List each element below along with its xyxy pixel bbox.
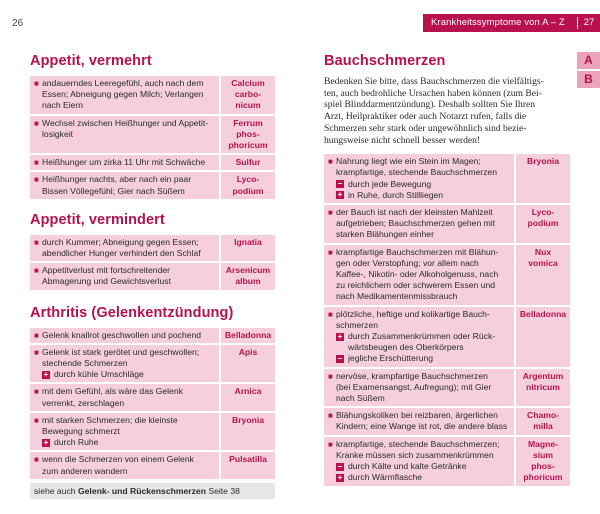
- intro-line: spiel Blinddarmentzündung). Deshalb sollten Sie Ihren: [324, 99, 536, 111]
- remedy-word: Arsenicum: [225, 265, 271, 276]
- remedy-word: Sulfur: [235, 157, 261, 168]
- remedy-word: Ferrum: [233, 117, 263, 128]
- symptom-line: [328, 450, 510, 461]
- remedy-word: carbo-: [234, 89, 262, 100]
- running-title: Krankheitssymptome von A – Z: [431, 17, 565, 28]
- remedy-word: vomica: [528, 257, 558, 268]
- see-also-link[interactable]: Gelenk- und Rückenschmerzen: [77, 485, 206, 496]
- remedy-row: [30, 413, 275, 451]
- symptom-text: Gelenk knallrot geschwollen und pochend: [42, 329, 202, 340]
- symptom-line: [34, 186, 215, 197]
- modality-line: [34, 437, 215, 448]
- remedy-word: Lyco-: [531, 207, 555, 218]
- symptom-line: [34, 466, 215, 477]
- symptom-line: [328, 421, 510, 432]
- remedy-row: [30, 345, 275, 383]
- symptom-text: Gelenk ist stark gerötet und geschwollen;: [42, 346, 200, 357]
- remedy-row: [30, 235, 275, 261]
- symptom-line: [34, 386, 215, 397]
- symptom-text: krampfartige Bauchschmerzen mit Blähun-: [336, 246, 499, 257]
- plus-box-icon: +: [337, 472, 343, 482]
- section-title: Appetit, vermehrt: [30, 53, 152, 69]
- symptom-line: [34, 129, 215, 140]
- square-bullet-icon: ■: [34, 330, 39, 340]
- symptom-line: [34, 358, 215, 369]
- symptom-line: [328, 320, 510, 331]
- symptom-description: [324, 307, 514, 367]
- symptom-line: [328, 393, 510, 404]
- symptom-line: [34, 248, 215, 259]
- remedy-name: [516, 245, 570, 305]
- symptom-text: losigkeit: [42, 128, 74, 139]
- square-bullet-icon: ■: [34, 158, 39, 168]
- symptom-text: andauerndes Leeregefühl, auch nach dem: [42, 78, 204, 88]
- symptom-text: nach Medikamentenmissbrauch: [336, 291, 458, 302]
- symptom-line: [328, 439, 510, 450]
- section-title: Arthritis (Gelenkentzündung): [30, 304, 234, 321]
- symptom-description: [324, 437, 514, 486]
- modality-text: in Ruhe, durch Stillliegen: [348, 189, 444, 200]
- symptom-text: mit dem Gefühl, als wäre das Gelenk: [42, 386, 183, 397]
- modality-text: wärtsbeugen des Oberkörpers: [348, 342, 464, 353]
- symptom-description: [30, 235, 219, 261]
- remedy-word: Nux: [534, 246, 552, 257]
- symptom-line: [328, 229, 510, 240]
- remedy-row: [30, 384, 275, 410]
- modality-line: [328, 472, 510, 483]
- modality-line: [328, 179, 510, 190]
- symptom-text: Kranke müssen sich zusammenkrümmen: [336, 449, 494, 460]
- square-bullet-icon: ■: [34, 455, 39, 465]
- remedy-row: [30, 328, 275, 343]
- remedy-name: [221, 413, 275, 451]
- symptom-text: Nahrung liegt wie ein Stein im Magen;: [336, 156, 481, 167]
- symptom-text: schmerzen: [336, 319, 379, 330]
- symptom-text: Heißhunger nachts, aber nach ein paar: [42, 174, 192, 185]
- square-bullet-icon: ■: [34, 347, 39, 357]
- left-page-number: 26: [12, 18, 24, 29]
- symptom-line: [328, 218, 510, 229]
- symptom-description: [30, 328, 219, 343]
- remedy-word: Belladonna: [224, 329, 272, 340]
- remedy-word: album: [235, 276, 261, 287]
- remedy-row: [324, 205, 570, 243]
- plus-box-icon: +: [43, 437, 49, 447]
- symptom-text: Kindern; eine Wange ist rot, die andere blass: [336, 421, 508, 432]
- symptom-text: mit starken Schmerzen; die kleinste: [42, 414, 178, 425]
- symptom-text: Appetitverlust mit fortschreitender: [42, 265, 171, 276]
- minus-box-icon: −: [337, 179, 343, 189]
- symptom-description: [30, 76, 219, 114]
- symptom-text: plötzliche, heftige und kolikartige Bauch-: [336, 308, 490, 319]
- see-also-prefix: siehe auch: [34, 485, 76, 496]
- square-bullet-icon: ■: [34, 415, 39, 425]
- square-bullet-icon: ■: [34, 266, 39, 276]
- intro-line: hungsweise nicht schnell besser werden!: [324, 134, 481, 146]
- section-title: Appetit, vermindert: [30, 211, 165, 228]
- plus-box-icon: +: [337, 331, 343, 341]
- remedy-word: milla: [533, 421, 553, 432]
- intro-paragraph: [324, 76, 570, 146]
- minus-box-icon: −: [337, 461, 343, 471]
- modality-line: [328, 342, 510, 353]
- remedy-word: Arnica: [234, 386, 262, 397]
- intro-line: Schmerzen sehr stark oder ungewöhnlich sind bezie-: [324, 122, 527, 134]
- symptom-text: wenn die Schmerzen von einem Gelenk: [42, 454, 194, 465]
- modality-line: [328, 353, 510, 364]
- remedy-name: [221, 155, 275, 170]
- remedy-word: nicum: [235, 100, 261, 111]
- remedy-word: sium: [532, 449, 554, 460]
- remedy-name: [516, 205, 570, 243]
- modality-text: durch Wärmflasche: [348, 472, 423, 483]
- symptom-text: gen oder Verstopfung; vor allem nach: [336, 257, 479, 268]
- symptom-line: [34, 118, 215, 129]
- modality-text: durch Ruhe: [54, 437, 99, 448]
- symptom-line: [328, 309, 510, 320]
- remedy-row: [30, 263, 275, 289]
- symptom-description: [324, 245, 514, 305]
- symptom-text: Kaffee-, Nikotin- oder Alkoholgenuss, nach: [336, 269, 499, 280]
- modality-line: [328, 190, 510, 201]
- symptom-description: [30, 263, 219, 289]
- symptom-text: nach Eiern: [42, 100, 84, 111]
- modality-line: [34, 369, 215, 380]
- square-bullet-icon: ■: [34, 237, 39, 247]
- modality-line: [328, 461, 510, 472]
- remedy-word: Belladonna: [519, 308, 567, 319]
- remedy-row: [30, 76, 275, 114]
- symptom-description: [30, 172, 219, 198]
- intro-line: ten, auch bedrohliche Ursachen haben können (zum Bei-: [324, 87, 542, 99]
- remedy-word: phoricum: [228, 140, 268, 151]
- symptom-line: [328, 247, 510, 258]
- intro-line: Bedenken Sie bitte, dass Bauchschmerzen die vielfältigs-: [324, 76, 544, 87]
- square-bullet-icon: ■: [328, 247, 333, 257]
- remedy-name: [516, 154, 570, 203]
- remedy-word: Pulsatilla: [229, 454, 267, 465]
- remedy-row: [324, 307, 570, 367]
- remedy-name: [221, 76, 275, 114]
- remedy-word: podium: [527, 218, 559, 229]
- symptom-text: Abmagerung und Gewichtsverlust: [42, 276, 171, 287]
- symptom-line: [34, 157, 215, 168]
- modality-text: durch kühle Umschläge: [54, 369, 144, 380]
- remedy-name: [516, 408, 570, 434]
- symptom-line: [328, 291, 510, 302]
- plus-box-icon: +: [337, 190, 343, 200]
- remedy-name: [221, 328, 275, 343]
- remedy-row: [30, 116, 275, 154]
- remedy-name: [221, 116, 275, 154]
- symptom-line: [34, 426, 215, 437]
- square-bullet-icon: ■: [34, 118, 39, 128]
- symptom-description: [324, 154, 514, 203]
- remedy-row: [30, 155, 275, 170]
- remedy-word: Calcium: [231, 78, 265, 88]
- modality-text: durch Zusammenkrümmen oder Rück-: [348, 331, 496, 342]
- remedy-word: Argentum: [522, 370, 564, 381]
- square-bullet-icon: ■: [328, 309, 333, 319]
- symptom-description: [30, 345, 219, 383]
- remedy-word: Ignatia: [234, 236, 262, 247]
- modality-text: durch jede Bewegung: [348, 178, 432, 189]
- remedy-name: [516, 307, 570, 367]
- index-tab-b[interactable]: B: [577, 71, 600, 88]
- index-tab-a[interactable]: A: [577, 52, 600, 69]
- remedy-row: [324, 154, 570, 203]
- symptom-description: [30, 384, 219, 410]
- symptom-line: [328, 371, 510, 382]
- remedy-name: [221, 452, 275, 478]
- left-column: [30, 52, 275, 499]
- symptom-line: [328, 280, 510, 291]
- right-page-number: 27: [583, 17, 595, 28]
- remedy-name: [221, 384, 275, 410]
- section-title: Bauchschmerzen: [324, 53, 446, 69]
- remedy-word: Bryonia: [527, 156, 559, 167]
- symptom-text: zu reichlichem oder schwerem Essen und: [336, 280, 496, 291]
- symptom-text: Bewegung schmerzt: [42, 426, 120, 437]
- symptom-text: nach Süßem: [336, 393, 385, 404]
- symptom-text: starken Blähungen einher: [336, 229, 434, 240]
- symptom-text: krampfartige, stechende Bauchschmerzen: [336, 167, 497, 178]
- symptom-description: [30, 116, 219, 154]
- symptom-text: Bissen Völlegefühl; Gier nach Süßem: [42, 185, 185, 196]
- symptom-line: [34, 398, 215, 409]
- symptom-line: [34, 78, 215, 89]
- square-bullet-icon: ■: [328, 157, 333, 167]
- remedy-word: Bryonia: [232, 414, 264, 425]
- symptom-line: [328, 207, 510, 218]
- symptom-text: nervöse, krampfartige Bauchschmerzen: [336, 370, 488, 381]
- symptom-line: [328, 167, 510, 178]
- remedy-name: [516, 369, 570, 407]
- symptom-line: [34, 276, 215, 287]
- remedy-word: Apis: [238, 346, 258, 357]
- symptom-description: [324, 369, 514, 407]
- symptom-line: [34, 89, 215, 100]
- remedy-row: [324, 408, 570, 434]
- symptom-text: abendlicher Hunger verhindert den Schlaf: [42, 248, 201, 259]
- symptom-line: [328, 410, 510, 421]
- symptom-line: [34, 174, 215, 185]
- symptom-text: Heißhunger um zirka 11 Uhr mit Schwäche: [42, 157, 206, 168]
- remedy-row: [30, 452, 275, 478]
- symptom-text: Wechsel zwischen Heißhunger und Appetit-: [42, 117, 209, 128]
- symptom-text: zum anderen wandern: [42, 465, 128, 476]
- symptom-line: [34, 237, 215, 248]
- modality-text: jegliche Erschütterung: [348, 353, 434, 364]
- remedy-row: [30, 172, 275, 198]
- remedy-word: phos-: [236, 128, 260, 139]
- remedy-word: Chamo-: [527, 410, 559, 421]
- remedy-row: [324, 245, 570, 305]
- symptom-text: Essen; Abneigung gegen Milch; Verlangen: [42, 89, 204, 100]
- remedy-word: Magne-: [527, 438, 559, 449]
- remedy-word: podium: [232, 185, 264, 196]
- see-also-note: [30, 483, 275, 499]
- symptom-text: krampfartige, stechende Bauchschmerzen;: [336, 438, 500, 449]
- symptom-line: [34, 454, 215, 465]
- modality-text: durch Kälte und kalte Getränke: [348, 461, 467, 472]
- square-bullet-icon: ■: [34, 79, 39, 88]
- symptom-description: [324, 205, 514, 243]
- symptom-description: [30, 452, 219, 478]
- remedy-word: nitricum: [526, 381, 560, 392]
- symptom-text: stechende Schmerzen: [42, 358, 128, 369]
- symptom-text: aufgetrieben; Bauchschmerzen gehen mit: [336, 218, 496, 229]
- symptom-line: [34, 100, 215, 111]
- remedy-name: [221, 235, 275, 261]
- square-bullet-icon: ■: [328, 411, 333, 421]
- intro-line: Arzt, Heilpraktiker oder auch Notarzt rufen, falls die: [324, 111, 527, 123]
- remedy-name: [221, 263, 275, 289]
- symptom-description: [324, 408, 514, 434]
- square-bullet-icon: ■: [328, 371, 333, 381]
- symptom-text: (bei Examensangst, Aufregung); mit Gier: [336, 381, 492, 392]
- remedy-word: Lyco-: [236, 174, 260, 185]
- remedy-name: [516, 437, 570, 486]
- square-bullet-icon: ■: [34, 387, 39, 397]
- remedy-name: [221, 172, 275, 198]
- symptom-text: der Bauch ist nach der kleinsten Mahlzeit: [336, 207, 493, 218]
- see-also-suffix: Seite 38: [208, 485, 240, 496]
- remedy-row: [324, 437, 570, 486]
- remedy-word: phos-: [531, 461, 555, 472]
- symptom-description: [30, 155, 219, 170]
- running-header: [423, 14, 600, 32]
- symptom-text: durch Kummer; Abneigung gegen Essen;: [42, 236, 199, 247]
- plus-box-icon: +: [43, 369, 49, 379]
- square-bullet-icon: ■: [328, 439, 333, 449]
- right-column: [324, 52, 570, 488]
- symptom-line: [34, 265, 215, 276]
- modality-line: [328, 331, 510, 342]
- minus-box-icon: −: [337, 354, 343, 364]
- symptom-line: [34, 347, 215, 358]
- remedy-name: [221, 345, 275, 383]
- symptom-line: [34, 330, 215, 341]
- symptom-line: [328, 382, 510, 393]
- symptom-line: [328, 156, 510, 167]
- remedy-row: [324, 369, 570, 407]
- symptom-description: [30, 413, 219, 451]
- symptom-line: [328, 269, 510, 280]
- symptom-text: Blähungskoliken bei reizbaren, ärgerlichen: [336, 410, 498, 421]
- symptom-text: verrenkt, zerschlagen: [42, 397, 125, 408]
- square-bullet-icon: ■: [328, 208, 333, 218]
- remedy-word: phoricum: [523, 472, 563, 483]
- symptom-line: [34, 415, 215, 426]
- square-bullet-icon: ■: [34, 175, 39, 185]
- symptom-line: [328, 258, 510, 269]
